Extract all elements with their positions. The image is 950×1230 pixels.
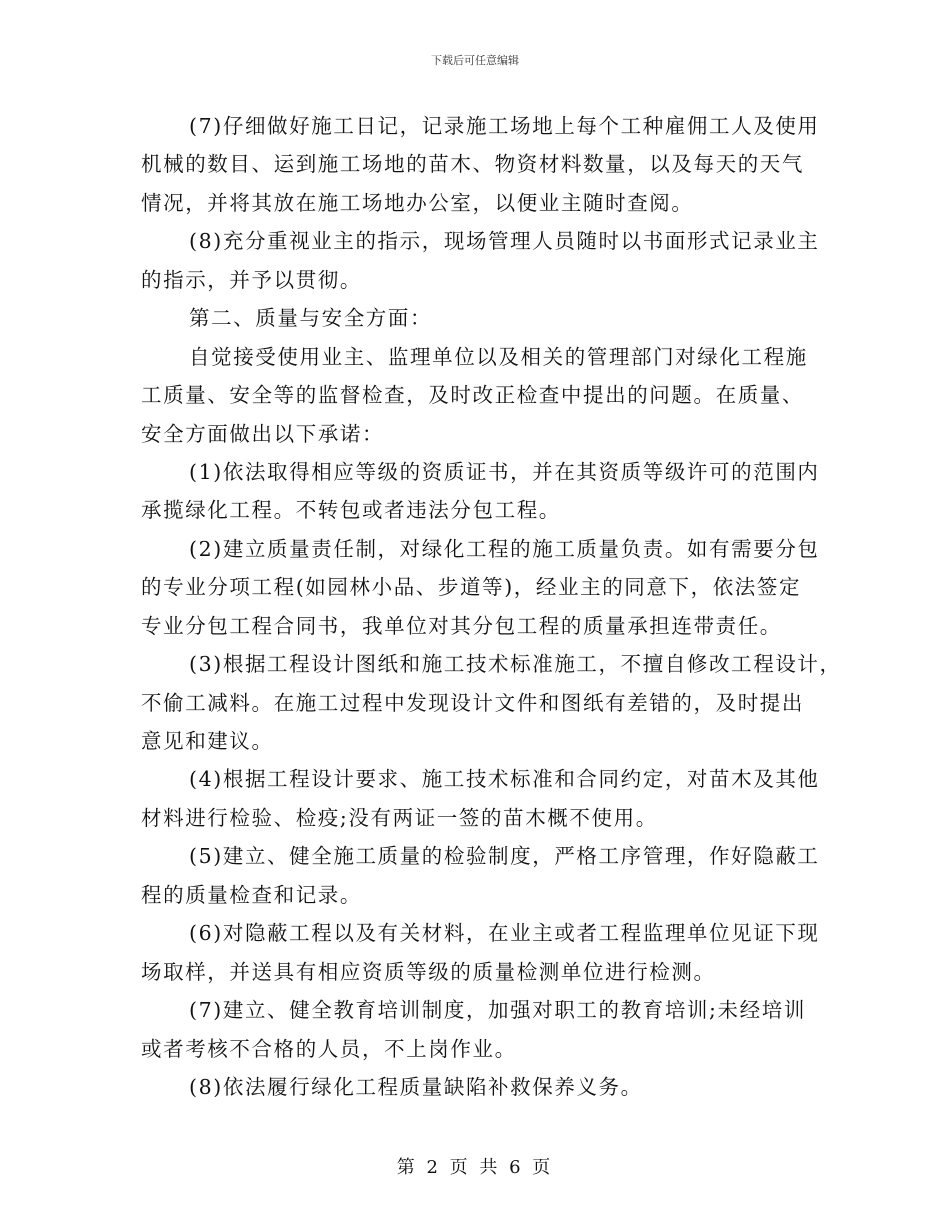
text-line: 工质量、安全等的监督检查，及时改正检查中提出的问题。在质量、 xyxy=(141,383,804,408)
text-line: (7)仔细做好施工日记，记录施工场地上每个工种雇佣工人及使用 xyxy=(189,114,820,138)
text-line: 意见和建议。 xyxy=(141,729,274,753)
text-line: 第二、质量与安全方面： xyxy=(189,306,433,331)
text-line: (8)充分重视业主的指示，现场管理人员随时以书面形式记录业主 xyxy=(189,229,820,254)
text-line: 不偷工减料。在施工过程中发现设计文件和图纸有差错的，及时提出 xyxy=(141,690,804,715)
text-line: 的指示，并予以贯彻。 xyxy=(141,267,362,292)
text-line: 或者考核不合格的人员，不上岗作业。 xyxy=(141,1036,517,1061)
text-line: (5)建立、健全施工质量的检验制度，严格工序管理，作好隐蔽工 xyxy=(189,844,820,869)
text-line: 机械的数目、运到施工场地的苗木、物资材料数量，以及每天的天气 xyxy=(141,152,804,177)
text-line: (1)依法取得相应等级的资质证书，并在其资质等级许可的范围内 xyxy=(189,459,820,484)
page-header: 下载后可任意编辑 xyxy=(431,54,519,67)
text-line: 专业分包工程合同书，我单位对其分包工程的质量承担连带责任。 xyxy=(141,613,782,638)
text-line: 程的质量检查和记录。 xyxy=(141,882,362,907)
text-line: (7)建立、健全教育培训制度，加强对职工的教育培训;未经培训 xyxy=(189,998,806,1023)
text-line: 场取样，并送具有相应资质等级的质量检测单位进行检测。 xyxy=(141,959,716,984)
text-line: 情况，并将其放在施工场地办公室，以便业主随时查阅。 xyxy=(141,190,694,215)
text-line: 自觉接受使用业主、监理单位以及相关的管理部门对绿化工程施 xyxy=(189,344,808,369)
document-body xyxy=(141,107,842,1106)
text-line: 承揽绿化工程。不转包或者违法分包工程。 xyxy=(141,498,561,523)
text-line: (3)根据工程设计图纸和施工技术标准施工，不擅自修改工程设计， xyxy=(189,652,842,677)
text-line: (8)依法履行绿化工程质量缺陷补救保养义务。 xyxy=(189,1074,643,1099)
text-line: (4)根据工程设计要求、施工技术标准和合同约定，对苗木及其他 xyxy=(189,767,820,792)
text-line: 安全方面做出以下承诺： xyxy=(141,421,385,446)
text-line: (2)建立质量责任制，对绿化工程的施工质量负责。如有需要分包 xyxy=(189,536,820,561)
text-line: 的专业分项工程(如园林小品、步道等)，经业主的同意下，依法签定 xyxy=(141,575,802,600)
page-footer: 第 2 页 共 6 页 xyxy=(396,1157,554,1178)
text-line: 材料进行检验、检疫;没有两证一签的苗木概不使用。 xyxy=(141,805,658,830)
text-line: (6)对隐蔽工程以及有关材料，在业主或者工程监理单位见证下现 xyxy=(189,921,820,946)
